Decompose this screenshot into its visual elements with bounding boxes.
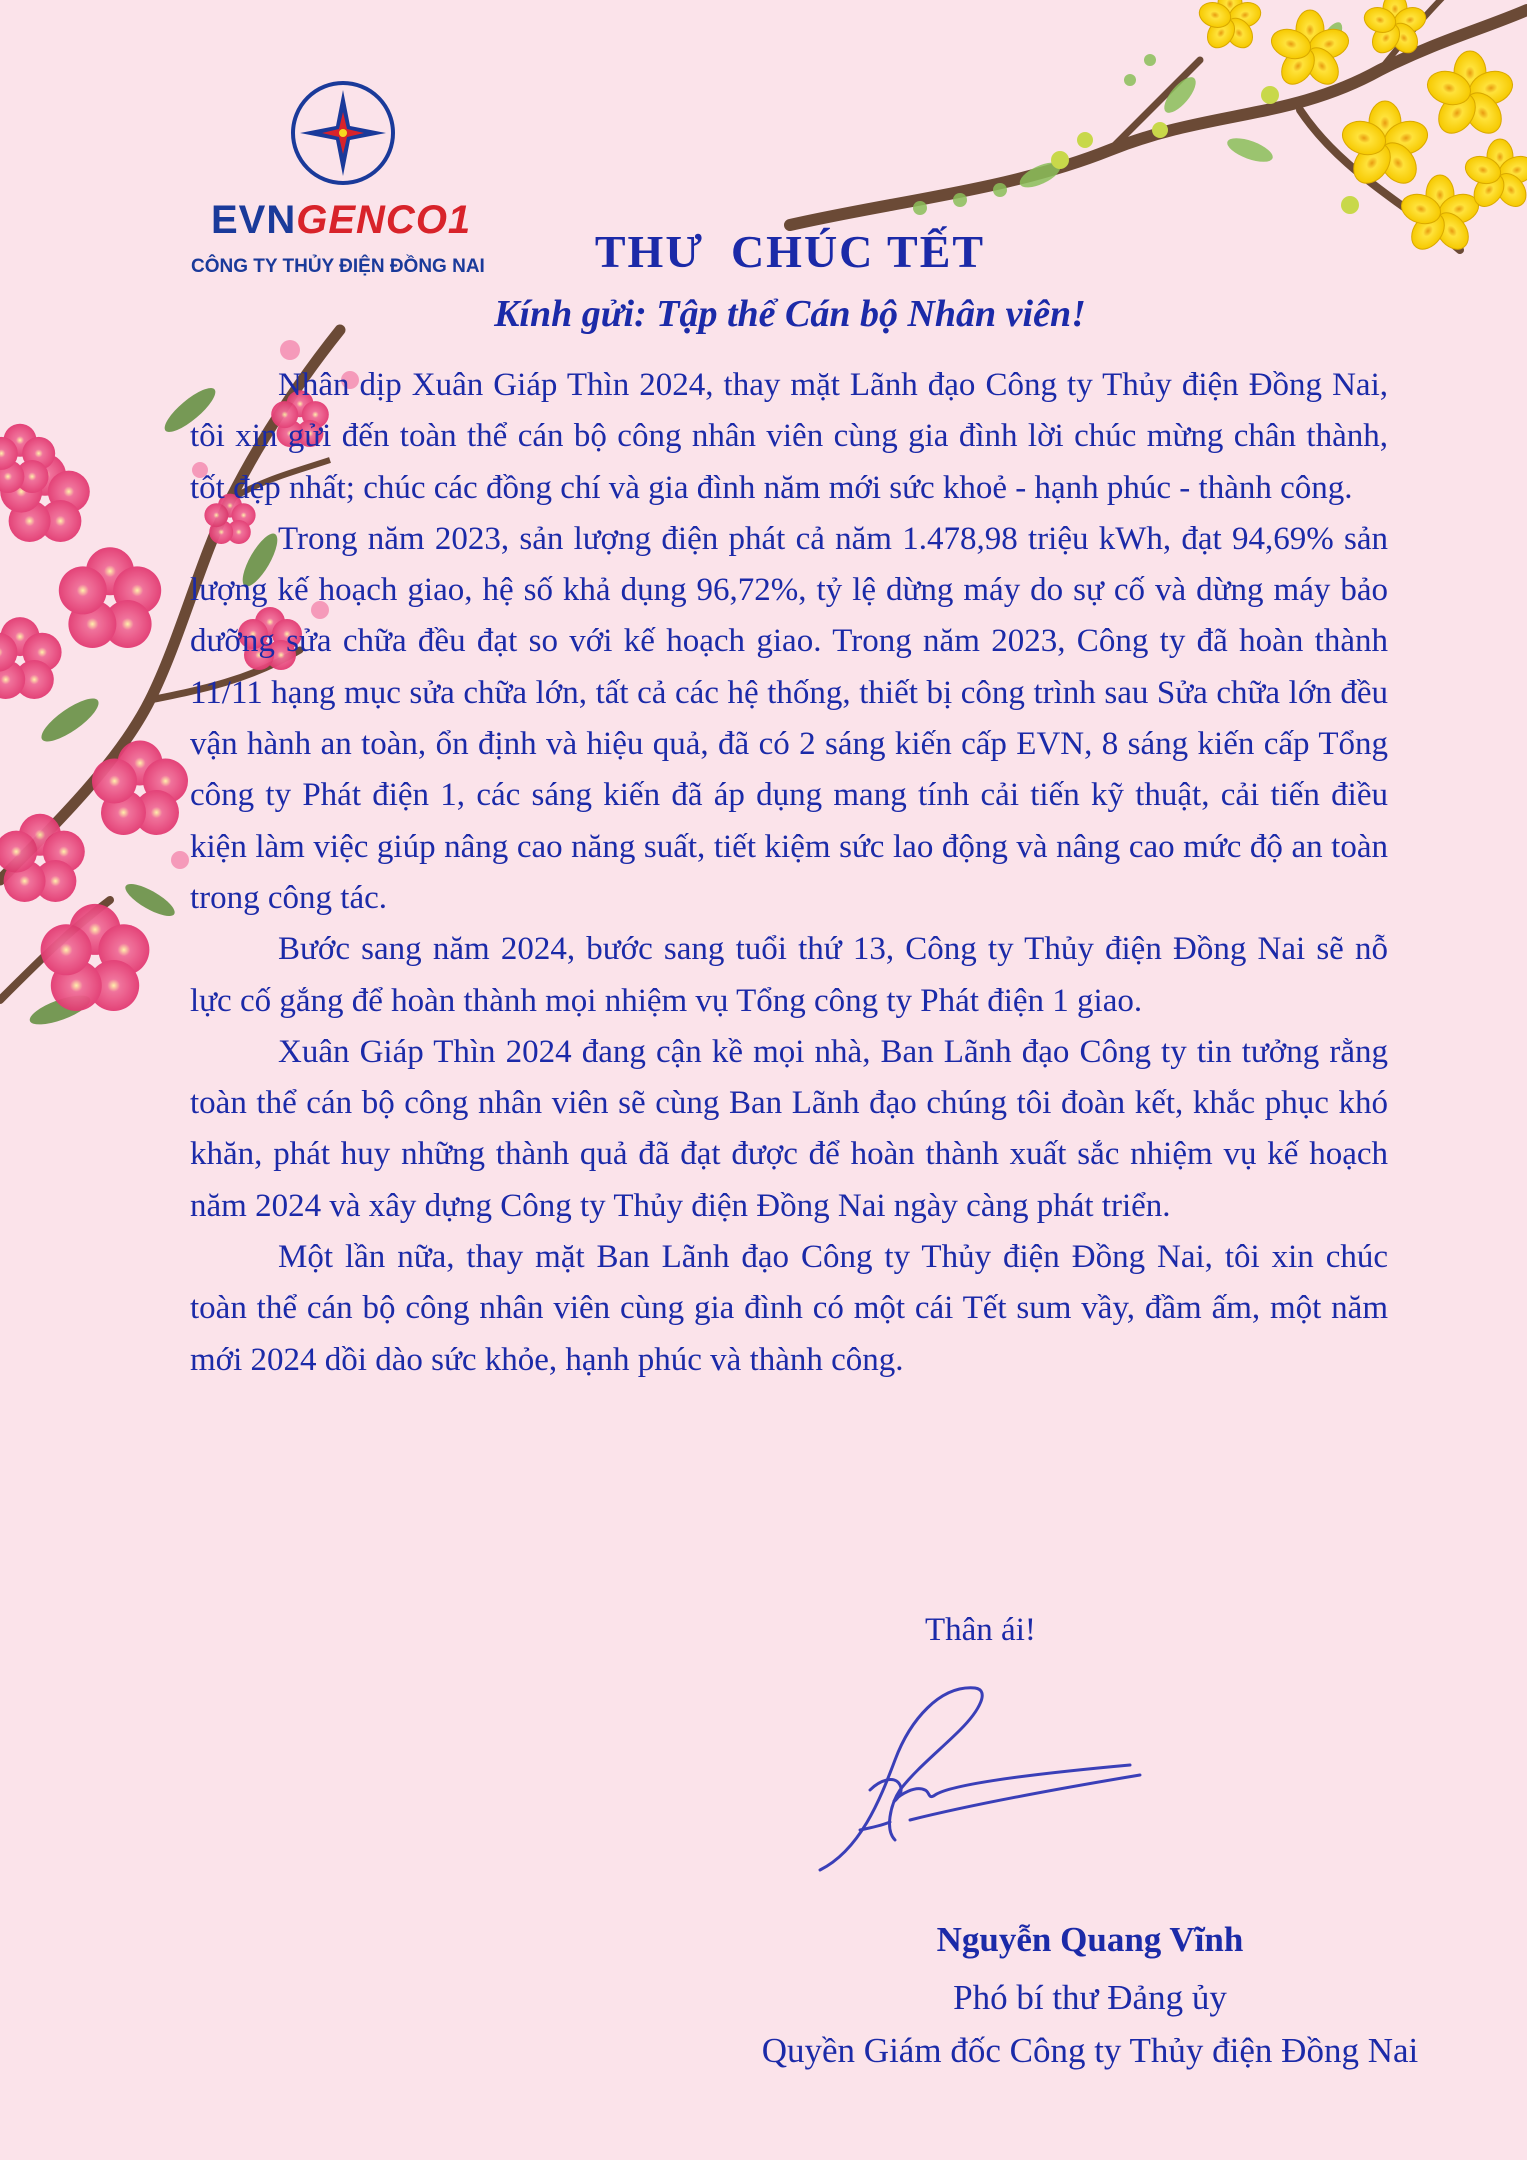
- letter-salutation: Kính gửi: Tập thể Cán bộ Nhân viên!: [494, 293, 1086, 335]
- body-paragraph: Bước sang năm 2024, bước sang tuổi thứ 13, Công ty Thủy điện Đồng Nai sẽ nỗ lực cố gắng để hoàn thành mọi nhiệm vụ Tổng công ty Phát điện 1 giao.: [190, 931, 1388, 1019]
- logo-brand-suffix: GENCO1: [296, 198, 472, 242]
- logo-brand-prefix: EVN: [211, 198, 297, 242]
- apricot-branch-decoration: [790, 0, 1527, 255]
- handwritten-signature: [800, 1680, 1170, 1880]
- letter-body: [190, 360, 1388, 1386]
- evn-star-icon: [288, 78, 398, 188]
- body-paragraph: Một lần nữa, thay mặt Ban Lãnh đạo Công ty Thủy điện Đồng Nai, tôi xin chúc toàn thể cán bộ công nhân viên cùng gia đình có một cái Tết sum vầy, đầm ấm, một năm mới 2024 dồi dào sức khỏe, hạnh phúc và thành công.: [190, 1239, 1388, 1378]
- letter-closing: Thân ái!: [925, 1612, 1036, 1648]
- body-paragraph: Trong năm 2023, sản lượng điện phát cả năm 1.478,98 triệu kWh, đạt 94,69% sản lượng kế hoạch giao, hệ số khả dụng 96,72%, tỷ lệ dừng máy do sự cố và dừng máy bảo dưỡng sửa chữa đều đạt so với kế hoạch giao. Trong năm 2023, Công ty đã hoàn thành 11/11 hạng mục sửa chữa lớn, tất cả các hệ thống, thiết bị công trình sau Sửa chữa lớn đều vận hành an toàn, ổn định và hiệu quả, đã có 2 sáng kiến cấp EVN, 8 sáng kiến cấp Tổng công ty Phát điện 1, các sáng kiến đã áp dụng mang tính cải tiến kỹ thuật, cải tiến điều kiện làm việc giúp nâng cao năng suất, tiết kiệm sức lao động và nâng cao mức độ an toàn trong công tác.: [190, 520, 1388, 916]
- signer-position: Quyền Giám đốc Công ty Thủy điện Đồng Nai: [761, 2031, 1419, 2070]
- signer-name: Nguyễn Quang Vĩnh: [936, 1920, 1244, 1959]
- letter-title: THƯ CHÚC TẾT: [594, 226, 986, 277]
- signer-position: Phó bí thư Đảng ủy: [953, 1978, 1227, 2017]
- logo-company-name: CÔNG TY THỦY ĐIỆN ĐỒNG NAI: [191, 256, 485, 277]
- body-paragraph: Xuân Giáp Thìn 2024 đang cận kề mọi nhà, Ban Lãnh đạo Công ty tin tưởng rằng toàn thể cán bộ công nhân viên sẽ cùng Ban Lãnh đạo chúng tôi đoàn kết, khắc phục khó khăn, phát huy những thành quả đã đạt được để hoàn thành xuất sắc nhiệm vụ kế hoạch năm 2024 và xây dựng Công ty Thủy điện Đồng Nai ngày càng phát triển.: [190, 1033, 1388, 1224]
- body-paragraph: Nhân dịp Xuân Giáp Thìn 2024, thay mặt Lãnh đạo Công ty Thủy điện Đồng Nai, tôi xin gửi đến toàn thể cán bộ công nhân viên cùng gia đình lời chúc mừng chân thành, tốt đẹp nhất; chúc các đồng chí và gia đình năm mới sức khoẻ - hạnh phúc - thành công.: [190, 367, 1388, 506]
